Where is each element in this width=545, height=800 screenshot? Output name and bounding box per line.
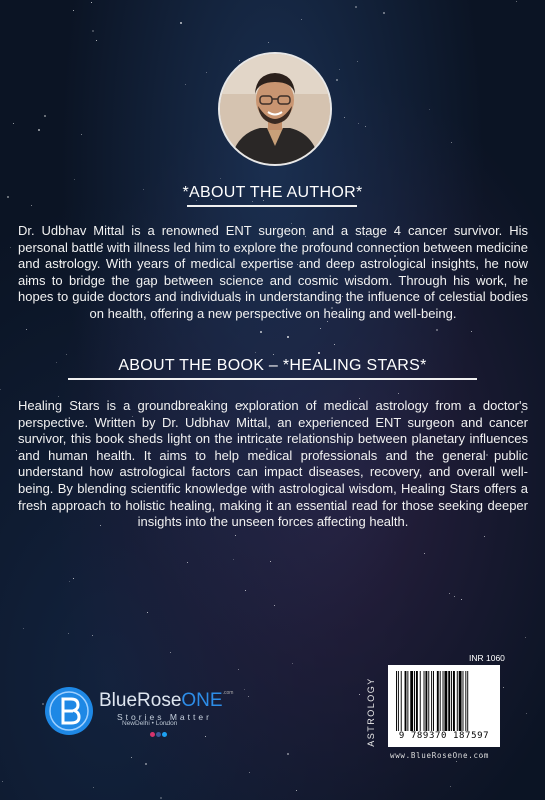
about-book-text: Healing Stars is a groundbreaking exploration of medical astrology from a doctor's perspective. Written by Dr. Udbhav Mittal, an experienced ENT surgeon and cancer survivor, this book sheds light on the intricate relationship between planetary influences and human health. It aims to help medical professionals and the general public understand how astrological factors can impact diseases, recovery, and overall well-being. By blending scientific knowledge with astrological wisdom, Healing Stars offers a fresh approach to holistic healing, making it an essential read for those seeking deeper insights into the unseen forces affecting health. [18, 398, 528, 530]
barcode-bar [396, 671, 397, 731]
barcode-bar [414, 671, 415, 731]
facebook-icon [156, 732, 161, 737]
price-label: INR 1060 [469, 653, 505, 663]
star [93, 787, 94, 788]
barcode-bar [420, 671, 421, 731]
barcode-bar [453, 671, 455, 731]
star [13, 123, 14, 124]
star [344, 117, 345, 118]
barcode-bar [410, 671, 413, 731]
star [503, 687, 504, 688]
star [68, 633, 69, 634]
barcode-bar [443, 671, 444, 731]
star [525, 637, 526, 638]
star [383, 12, 385, 14]
about-author-divider [187, 205, 357, 207]
barcode-bar [428, 671, 429, 731]
star [244, 689, 245, 690]
category-text: ASTROLOGY [365, 677, 376, 747]
barcode-bar [405, 671, 407, 731]
star [255, 352, 256, 353]
social-icons [150, 732, 168, 739]
star [238, 669, 239, 670]
star [471, 331, 472, 332]
star [38, 129, 40, 131]
star [357, 61, 358, 62]
star [96, 40, 97, 41]
star [220, 178, 221, 179]
barcode-bar [440, 671, 441, 731]
barcode-bar [465, 671, 466, 731]
star [44, 115, 46, 117]
barcode-bar [437, 671, 439, 731]
star [131, 757, 132, 758]
star [260, 331, 262, 333]
star [526, 713, 527, 714]
star [355, 6, 357, 8]
barcode-bar [463, 671, 464, 731]
star [2, 781, 3, 782]
star [16, 450, 17, 451]
star [292, 663, 293, 664]
star [73, 10, 74, 11]
isbn-number: 9 789370 187597 [398, 731, 490, 741]
star [73, 578, 74, 579]
star [147, 612, 148, 613]
star [205, 736, 206, 737]
star [26, 329, 27, 330]
isbn-barcode [388, 665, 500, 747]
star [359, 694, 360, 695]
star [245, 590, 246, 591]
star [187, 562, 188, 563]
star [145, 763, 147, 765]
star [429, 109, 430, 110]
author-photo [218, 52, 332, 166]
barcode-bar [431, 671, 432, 731]
star [249, 772, 250, 773]
star [185, 84, 186, 85]
star [274, 605, 275, 606]
barcode-bar [416, 671, 418, 731]
star [10, 247, 11, 248]
star [160, 797, 162, 799]
star [66, 354, 67, 355]
star [334, 344, 335, 345]
star [31, 205, 32, 206]
star [170, 652, 171, 653]
star [424, 553, 425, 554]
star [454, 596, 455, 597]
star [74, 179, 75, 180]
star [206, 72, 207, 73]
twitter-icon [162, 732, 167, 737]
star [296, 790, 297, 791]
star [339, 69, 340, 70]
star [92, 635, 93, 636]
barcode-bar [425, 671, 427, 731]
star [270, 561, 271, 562]
barcode-bar [398, 671, 399, 731]
publisher-name-suffix: .com [222, 690, 234, 696]
star [365, 126, 366, 127]
star [449, 593, 450, 594]
category-label [363, 676, 378, 748]
barcode-bar [467, 671, 468, 731]
about-author-text: Dr. Udbhav Mittal is a renowned ENT surgeon and a stage 4 cancer survivor. His personal battle with illness led him to explore the profound connection between medicine and astrology. With years of medical expertise and deep astrological insights, he now aims to bridge the gap between science and cosmic wisdom. Through his work, he hopes to guide doctors and individuals in understanding the influence of celestial bodies on health, offering a new perspective on healing and well-being. [18, 223, 528, 321]
about-author-heading: *ABOUT THE AUTHOR* [182, 184, 363, 201]
star [484, 536, 485, 537]
barcode-bar [407, 671, 408, 731]
star [92, 30, 94, 32]
star [451, 142, 452, 143]
barcode-bar [451, 671, 452, 731]
star [398, 393, 399, 394]
star [23, 628, 24, 629]
star [301, 19, 302, 20]
star [180, 22, 182, 24]
publisher-tagline: Stories Matter [117, 712, 212, 722]
barcode-bar [433, 671, 434, 731]
star [287, 753, 289, 755]
about-book-divider [68, 378, 477, 380]
barcode-bar [444, 671, 447, 731]
star [69, 581, 70, 582]
star [81, 134, 82, 135]
star [58, 396, 59, 397]
star [248, 696, 249, 697]
publisher-name-part2: ONE [181, 690, 223, 711]
star [91, 2, 92, 3]
star [268, 42, 269, 43]
publisher-website: www.BlueRoseOne.com [390, 751, 490, 760]
barcode-bar [448, 671, 450, 731]
barcode-bar [401, 671, 402, 731]
star [235, 535, 236, 536]
star [336, 79, 338, 81]
instagram-icon [150, 732, 155, 737]
star [450, 786, 451, 787]
star [287, 336, 289, 338]
star [233, 559, 234, 560]
star [456, 761, 457, 762]
star [0, 389, 1, 390]
barcode-bars [396, 671, 494, 731]
star [239, 60, 240, 61]
star [320, 328, 321, 329]
star [516, 1, 517, 2]
publisher-logo-icon [44, 686, 94, 736]
barcode-bar [424, 671, 425, 731]
star [273, 354, 274, 355]
publisher-name [99, 690, 233, 712]
star [436, 329, 438, 331]
star [358, 123, 359, 124]
about-book-heading: ABOUT THE BOOK – *HEALING STARS* [118, 357, 427, 374]
barcode-bar [457, 671, 458, 731]
barcode-bar [459, 671, 462, 731]
publisher-locations: NewDelhi • London [122, 720, 178, 727]
publisher-name-part1: BlueRose [99, 690, 182, 711]
star [461, 599, 462, 600]
star [318, 352, 320, 354]
